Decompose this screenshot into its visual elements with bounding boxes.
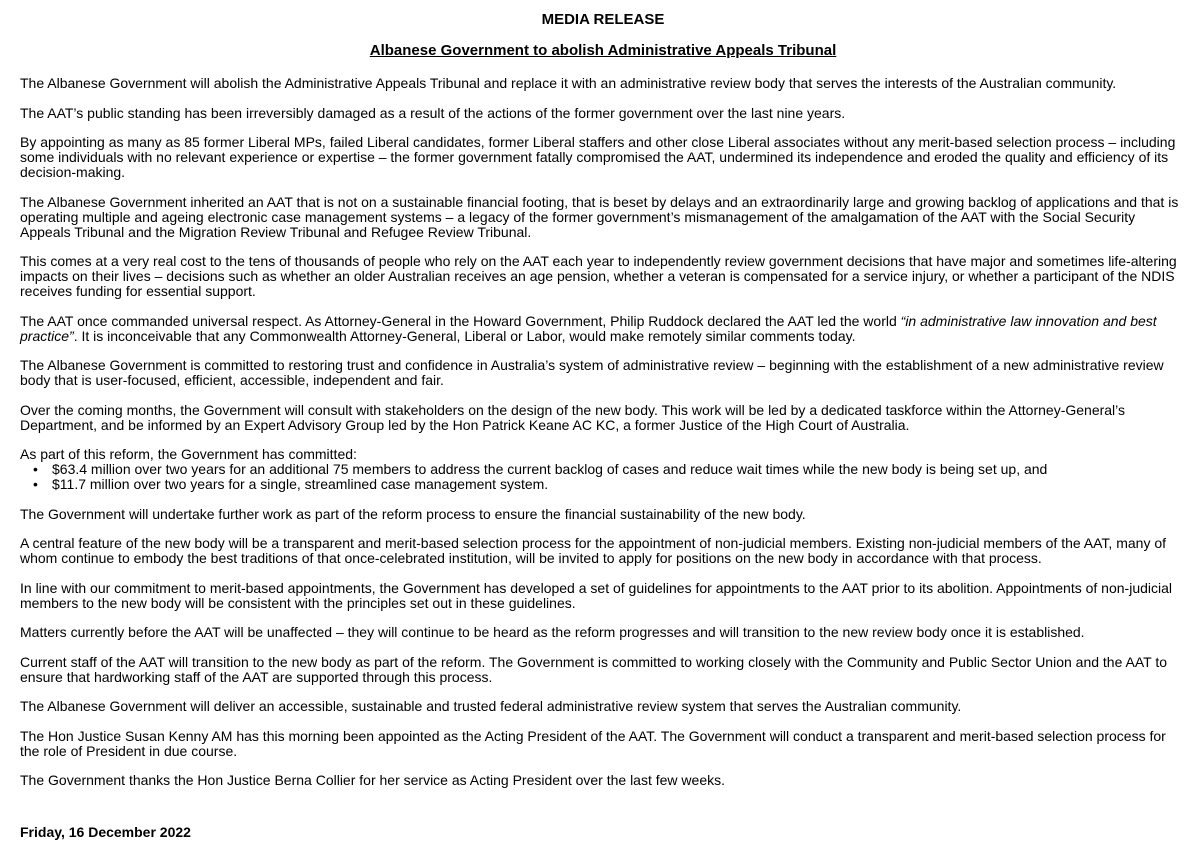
paragraph: The Hon Justice Susan Kenny AM has this morning been appointed as the Acting President of the AAT. The Government will conduct a transparent and merit-based selection process for the role of President in due course.	[20, 727, 1166, 759]
commitments-list	[20, 462, 1186, 492]
paragraph: The AAT’s public standing has been irreversibly damaged as a result of the actions of the former government over the last nine years.	[20, 104, 846, 121]
paragraph: The Government thanks the Hon Justice Berna Collier for her service as Acting President over the last few weeks.	[20, 772, 725, 788]
paragraph-ruddock-quote	[20, 314, 1186, 344]
release-body	[20, 76, 1186, 788]
release-date: Friday, 16 December 2022	[20, 824, 191, 840]
commitments-intro: As part of this reform, the Government has committed:	[20, 446, 357, 462]
paragraph: The Albanese Government will deliver an accessible, sustainable and trusted federal administrative review system that serves the Australian community.	[20, 698, 962, 714]
ruddock-quote: “in administrative law innovation and best practice”	[20, 312, 1157, 344]
paragraph: Over the coming months, the Government will consult with stakeholders on the design of the new body. This work will be led by a dedicated taskforce within the Attorney-General’s Department, and be informed by an Expert Advisory Group led by the Hon Patrick Keane AC KC, a former Justice of the High Court of Australia.	[20, 401, 1126, 433]
paragraph: This comes at a very real cost to the tens of thousands of people who rely on the AAT each year to independently review government decisions that have major and sometimes life-altering impacts on their lives – decisions such as whether an older Australian receives an age pension, whether a veteran is compensated for a service injury, or whether a participant of the NDIS receives funding for essential support.	[20, 253, 1177, 299]
ruddock-text-after: . It is inconceivable that any Commonwealth Attorney-General, Liberal or Labor, would make remotely similar comments today.	[73, 327, 856, 344]
paragraph: In line with our commitment to merit-based appointments, the Government has developed a set of guidelines for appointments to the AAT prior to its abolition. Appointments of non-judicial members to the new body will be consistent with the principles set out in these guidelines.	[20, 579, 1173, 611]
paragraph: The Albanese Government inherited an AAT that is not on a sustainable financial footing, that is beset by delays and an extraordinarily large and growing backlog of applications and that is operating multiple and ageing electronic case management systems – a legacy of the former government’s mismanagement of the amalgamation of the AAT with the Social Security Appeals Tribunal and the Migration Review Tribunal and Refugee Review Tribunal.	[20, 193, 1179, 240]
paragraph: By appointing as many as 85 former Liberal MPs, failed Liberal candidates, former Liberal staffers and other close Liberal associates without any merit-based selection process – including some individuals with no relevant experience or expertise – the former government fatally compromised the AAT, undermined its independence and eroded the quality and efficiency of its decision-making.	[20, 134, 1176, 180]
paragraph: Current staff of the AAT will transition to the new body as part of the reform. The Government is committed to working closely with the Community and Public Sector Union and the AAT to ensure that hardworking staff of the AAT are supported through this process.	[20, 653, 1167, 685]
release-headline: Albanese Government to abolish Administrative Appeals Tribunal	[369, 42, 837, 59]
paragraph: The Albanese Government will abolish the Administrative Appeals Tribunal and replace it with an administrative review body that serves the interests of the Australian community.	[20, 75, 1117, 91]
release-label: MEDIA RELEASE	[541, 11, 665, 28]
list-item: • $11.7 million over two years for a single, streamlined case management system.	[52, 477, 1186, 492]
paragraph: A central feature of the new body will be a transparent and merit-based selection process for the appointment of non-judicial members. Existing non-judicial members of the AAT, many of whom continue to embody the best traditions of that once-celebrated institution, will be invited to apply for positions on the new body in accordance with that process.	[20, 535, 1167, 566]
list-item: • $63.4 million over two years for an additional 75 members to address the current backlog of cases and reduce wait times while the new body is being set up, and	[52, 462, 1186, 477]
paragraph: Matters currently before the AAT will be unaffected – they will continue to be heard as the reform progresses and will transition to the new review body once it is established.	[20, 624, 1085, 640]
paragraph: The Government will undertake further work as part of the reform process to ensure the financial sustainability of the new body.	[20, 505, 806, 522]
paragraph: The Albanese Government is committed to restoring trust and confidence in Australia’s system of administrative review – beginning with the establishment of a new administrative review body that is user-focused, efficient, accessible, independent and fair.	[20, 357, 1164, 388]
ruddock-text-before: The AAT once commanded universal respect. As Attorney-General in the Howard Government, Philip Ruddock declared the AAT led the world	[20, 312, 901, 329]
